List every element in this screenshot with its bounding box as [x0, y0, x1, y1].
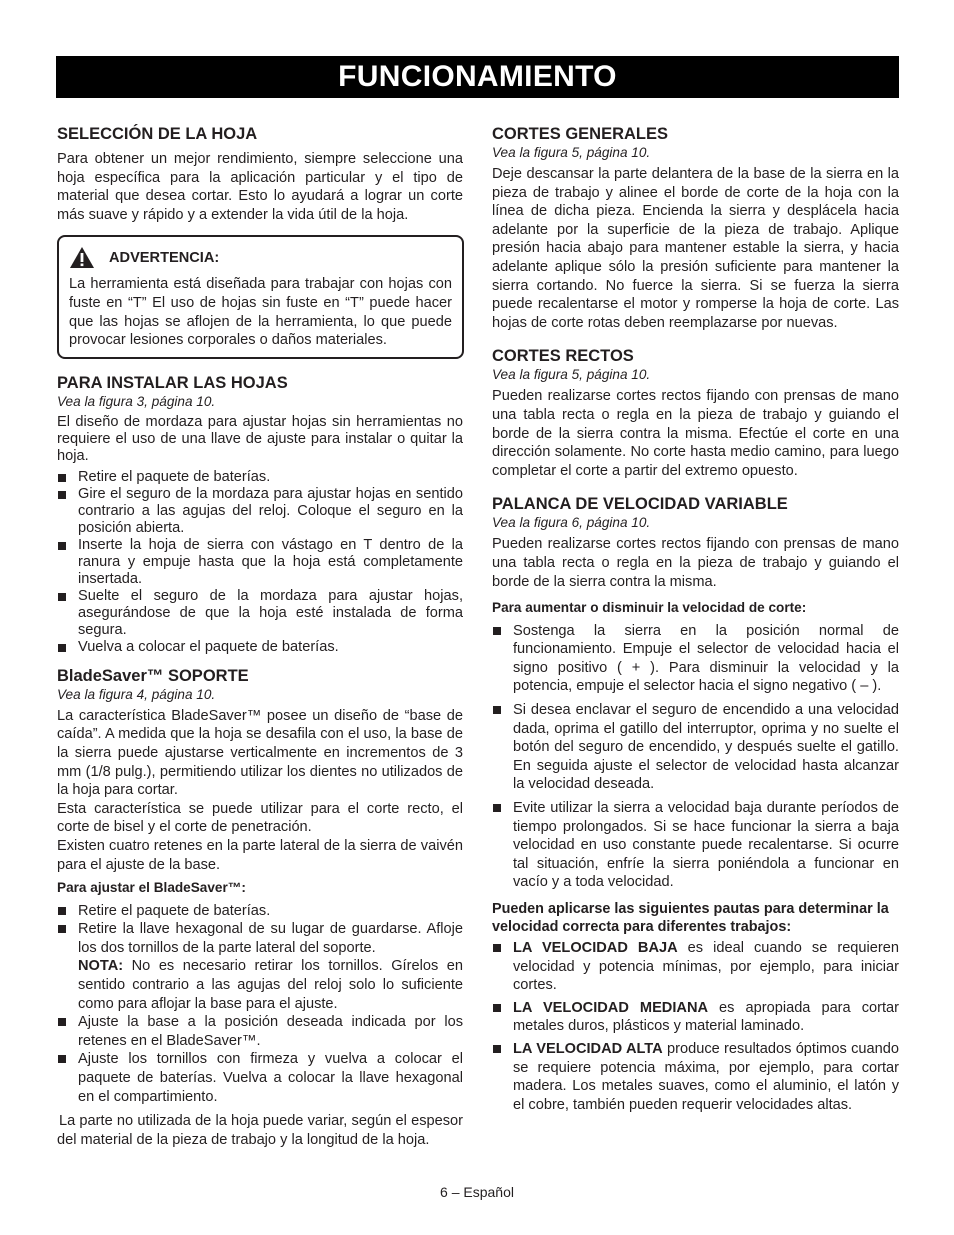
list-item: Vuelva a colocar el paquete de baterías. [57, 639, 463, 656]
bullet-square-icon [58, 907, 66, 915]
list-item: Ajuste los tornillos con firmeza y vuelva a colocar el paquete de baterías. Vuelva a colocar la llave hexagonal en el compartimiento. [57, 1050, 463, 1106]
instalar-figure-ref: Vea la figura 3, página 10. [57, 393, 216, 409]
palanca-list [492, 622, 899, 892]
list-item: Ajuste la base a la posición deseada indicada por los retenes en el BladeSaver™. [57, 1013, 463, 1050]
bullet-square-icon [58, 542, 66, 550]
rectos-figure-ref: Vea la figura 5, página 10. [492, 367, 651, 383]
section-title-seleccion: SELECCIÓN DE LA HOJA [57, 125, 258, 143]
bullet-square-icon [58, 474, 66, 482]
seleccion-body: Para obtener un mejor rendimiento, siempre seleccione una hoja específica para la aplicación particular y el tipo de material que desea cortar. Esto lo ayudará a lograr un corte más suave y rápido y a extender la vida útil de la hoja. [57, 151, 463, 223]
list-item: Gire el seguro de la mordaza para ajustar hojas en sentido contrario a las agujas del reloj. Coloque el seguro en la posición abierta. [57, 486, 463, 537]
bullet-square-icon [493, 627, 501, 635]
list-item: Si desea enclavar el seguro de encendido a una velocidad dada, oprima el gatillo del interruptor, oprima y no suelte el botón del seguro de encendido, y después suelte el gatillo. En seguida ajuste el selector de velocidad hasta alcanzar la velocidad deseada. [492, 701, 899, 794]
bullet-square-icon [493, 1004, 501, 1012]
list-item: Retire el paquete de baterías. [57, 902, 463, 921]
palanca-subhead: Para aumentar o disminuir la velocidad de corte: [492, 600, 807, 616]
list-item: Suelte el seguro de la mordaza para ajustar hojas, asegurándose de que la hoja esté instalada de forma segura. [57, 588, 463, 639]
warning-title: ADVERTENCIA: [109, 249, 220, 266]
warning-header [69, 246, 452, 269]
section-title-instalar: PARA INSTALAR LAS HOJAS [57, 373, 288, 392]
warning-body: La herramienta está diseñada para trabajar con hojas con fuste en “T” El uso de hojas sin fuste en “T” puede hacer que las hojas se aflojen de la herramienta, lo que puede provocar lesiones corporales o daños materiales. [69, 276, 452, 349]
section-title-generales: CORTES GENERALES [492, 125, 669, 143]
bullet-square-icon [493, 944, 501, 952]
section-title-rectos: CORTES RECTOS [492, 347, 634, 366]
warning-triangle-icon [69, 246, 95, 269]
page-footer: 6 – Español [440, 1184, 514, 1200]
page-title: FUNCIONAMIENTO [56, 56, 899, 98]
bullet-square-icon [493, 706, 501, 714]
speed-low-item: LA VELOCIDAD BAJA es ideal cuando se requieren velocidad y potencia mínimas, por ejemplo, para iniciar cortes. [492, 939, 899, 995]
bladesaver-closing: La parte no utilizada de la hoja puede variar, según el espesor del material de la pieza de trabajo y la longitud de la hoja. [57, 1113, 463, 1148]
speed-guidelines-heading: Pueden aplicarse las siguientes pautas para determinar la velocidad correcta para diferentes trabajos: [492, 901, 889, 935]
rectos-body: Pueden realizarse cortes rectos fijando con prensas de mano una tabla recta o regla en la pieza de trabajo y guiando el borde de la sierra contra la misma. Efectúe el corte en una dirección solamente. No corte hasta medio camino, para luego completar el corte a partir del extremo opuesto. [492, 388, 899, 479]
nota-text: No es necesario retirar los tornillos. Gírelos en sentido contrario a las agujas del reloj solo lo suficiente como para aflojar la base para el ajuste. [78, 958, 463, 1012]
instalar-list [57, 469, 463, 656]
bladesaver-body-1: La característica BladeSaver™ posee un diseño de “base de caída”. A medida que la hoja se desafila con el uso, la base de la sierra puede ajustarse verticalmente en incrementos de 3 mm (1/8 pulg.), permitiendo utilizar los dientes no utilizados de la hoja para cortar. [57, 707, 463, 799]
nota-label: NOTA: [78, 958, 124, 975]
generales-body: Deje descansar la parte delantera de la base de la sierra en la pieza de trabajo y alinee el borde de corte de la hoja con la línea de dicha pieza. Encienda la sierra y desplácela hacia adelante por la superficie de la pieza de trabajo. Aplique presión hacia abajo para mantener estable la sierra, y hacia adelante aplique sólo la presión suficiente para mantener la sierra cortando. No fuerce la sierra. Si se fuerza la sierra puede recalentarse el motor y romperse la hoja de corte. Las hojas de corte rotas deben reemplazarse por nuevas. [492, 166, 899, 331]
list-item: Retire la llave hexagonal de su lugar de guardarse. Afloje los dos tornillos de la parte lateral del soporte. NOTA: No es necesario retirar los tornillos. Gírelos en sentido contrario a las agujas del reloj solo lo suficiente como para aflojar la base para el ajuste. [57, 920, 463, 1013]
bladesaver-subhead: Para ajustar el BladeSaver™: [57, 880, 246, 896]
section-title-palanca: PALANCA DE VELOCIDAD VARIABLE [492, 495, 788, 514]
bullet-square-icon [58, 491, 66, 499]
palanca-figure-ref: Vea la figura 6, página 10. [492, 515, 651, 531]
bullet-square-icon [493, 1045, 501, 1053]
bladesaver-body-3: Existen cuatro retenes en la parte lateral de la sierra de vaivén para el ajuste de la base. [57, 837, 463, 873]
list-item: Inserte la hoja de sierra con vástago en T dentro de la ranura y empuje hasta que la hoja está completamente insertada. [57, 537, 463, 588]
speed-list [492, 939, 899, 1114]
bladesaver-list [57, 902, 463, 1107]
list-item: Retire el paquete de baterías. [57, 469, 463, 486]
bladesaver-figure-ref: Vea la figura 4, página 10. [57, 686, 216, 702]
left-column [57, 124, 463, 1149]
list-item: Evite utilizar la sierra a velocidad baja durante períodos de tiempo prolongados. Si se hace funcionar la sierra a baja velocidad en uso constante puede recalentarse. Si ocurre tal situación, enfríe la sierra poniéndola a funcionar en vacío y a toda velocidad. [492, 799, 899, 892]
bullet-square-icon [58, 644, 66, 652]
speed-high-item: LA VELOCIDAD ALTA produce resultados óptimos cuando se requiere potencia máxima, por ejemplo, para cortar madera. Los metales suaves, como el aluminio, el latón y el cobre, también pueden requerir velocidades altas. [492, 1040, 899, 1114]
bullet-square-icon [493, 804, 501, 812]
speed-medium-item: LA VELOCIDAD MEDIANA es apropiada para cortar metales duros, plásticos y material laminado. [492, 999, 899, 1036]
bladesaver-body-2: Esta característica se puede utilizar para el corte recto, el corte de bisel y el corte de penetración. [57, 800, 463, 836]
palanca-body: Pueden realizarse cortes rectos fijando con prensas de mano una tabla recta o regla en la pieza de trabajo y guiando el borde de la sierra contra la misma. [492, 536, 899, 590]
bullet-square-icon [58, 1055, 66, 1063]
instalar-body: El diseño de mordaza para ajustar hojas sin herramientas no requiere el uso de una llave de ajuste para instalar o quitar la hoja. [57, 413, 463, 464]
bullet-square-icon [58, 925, 66, 933]
warning-box [57, 235, 464, 358]
bullet-square-icon [58, 593, 66, 601]
generales-figure-ref: Vea la figura 5, página 10. [492, 145, 651, 160]
bullet-square-icon [58, 1018, 66, 1026]
list-item: Sostenga la sierra en la posición normal de funcionamiento. Empuje el selector de velocidad hacia el signo positivo ( + ). Para disminuir la velocidad y la potencia, empuje el selector hacia el signo negativo ( – ). [492, 622, 899, 696]
section-title-bladesaver: BladeSaver™ SOPORTE [57, 666, 249, 685]
right-column [492, 124, 899, 1114]
